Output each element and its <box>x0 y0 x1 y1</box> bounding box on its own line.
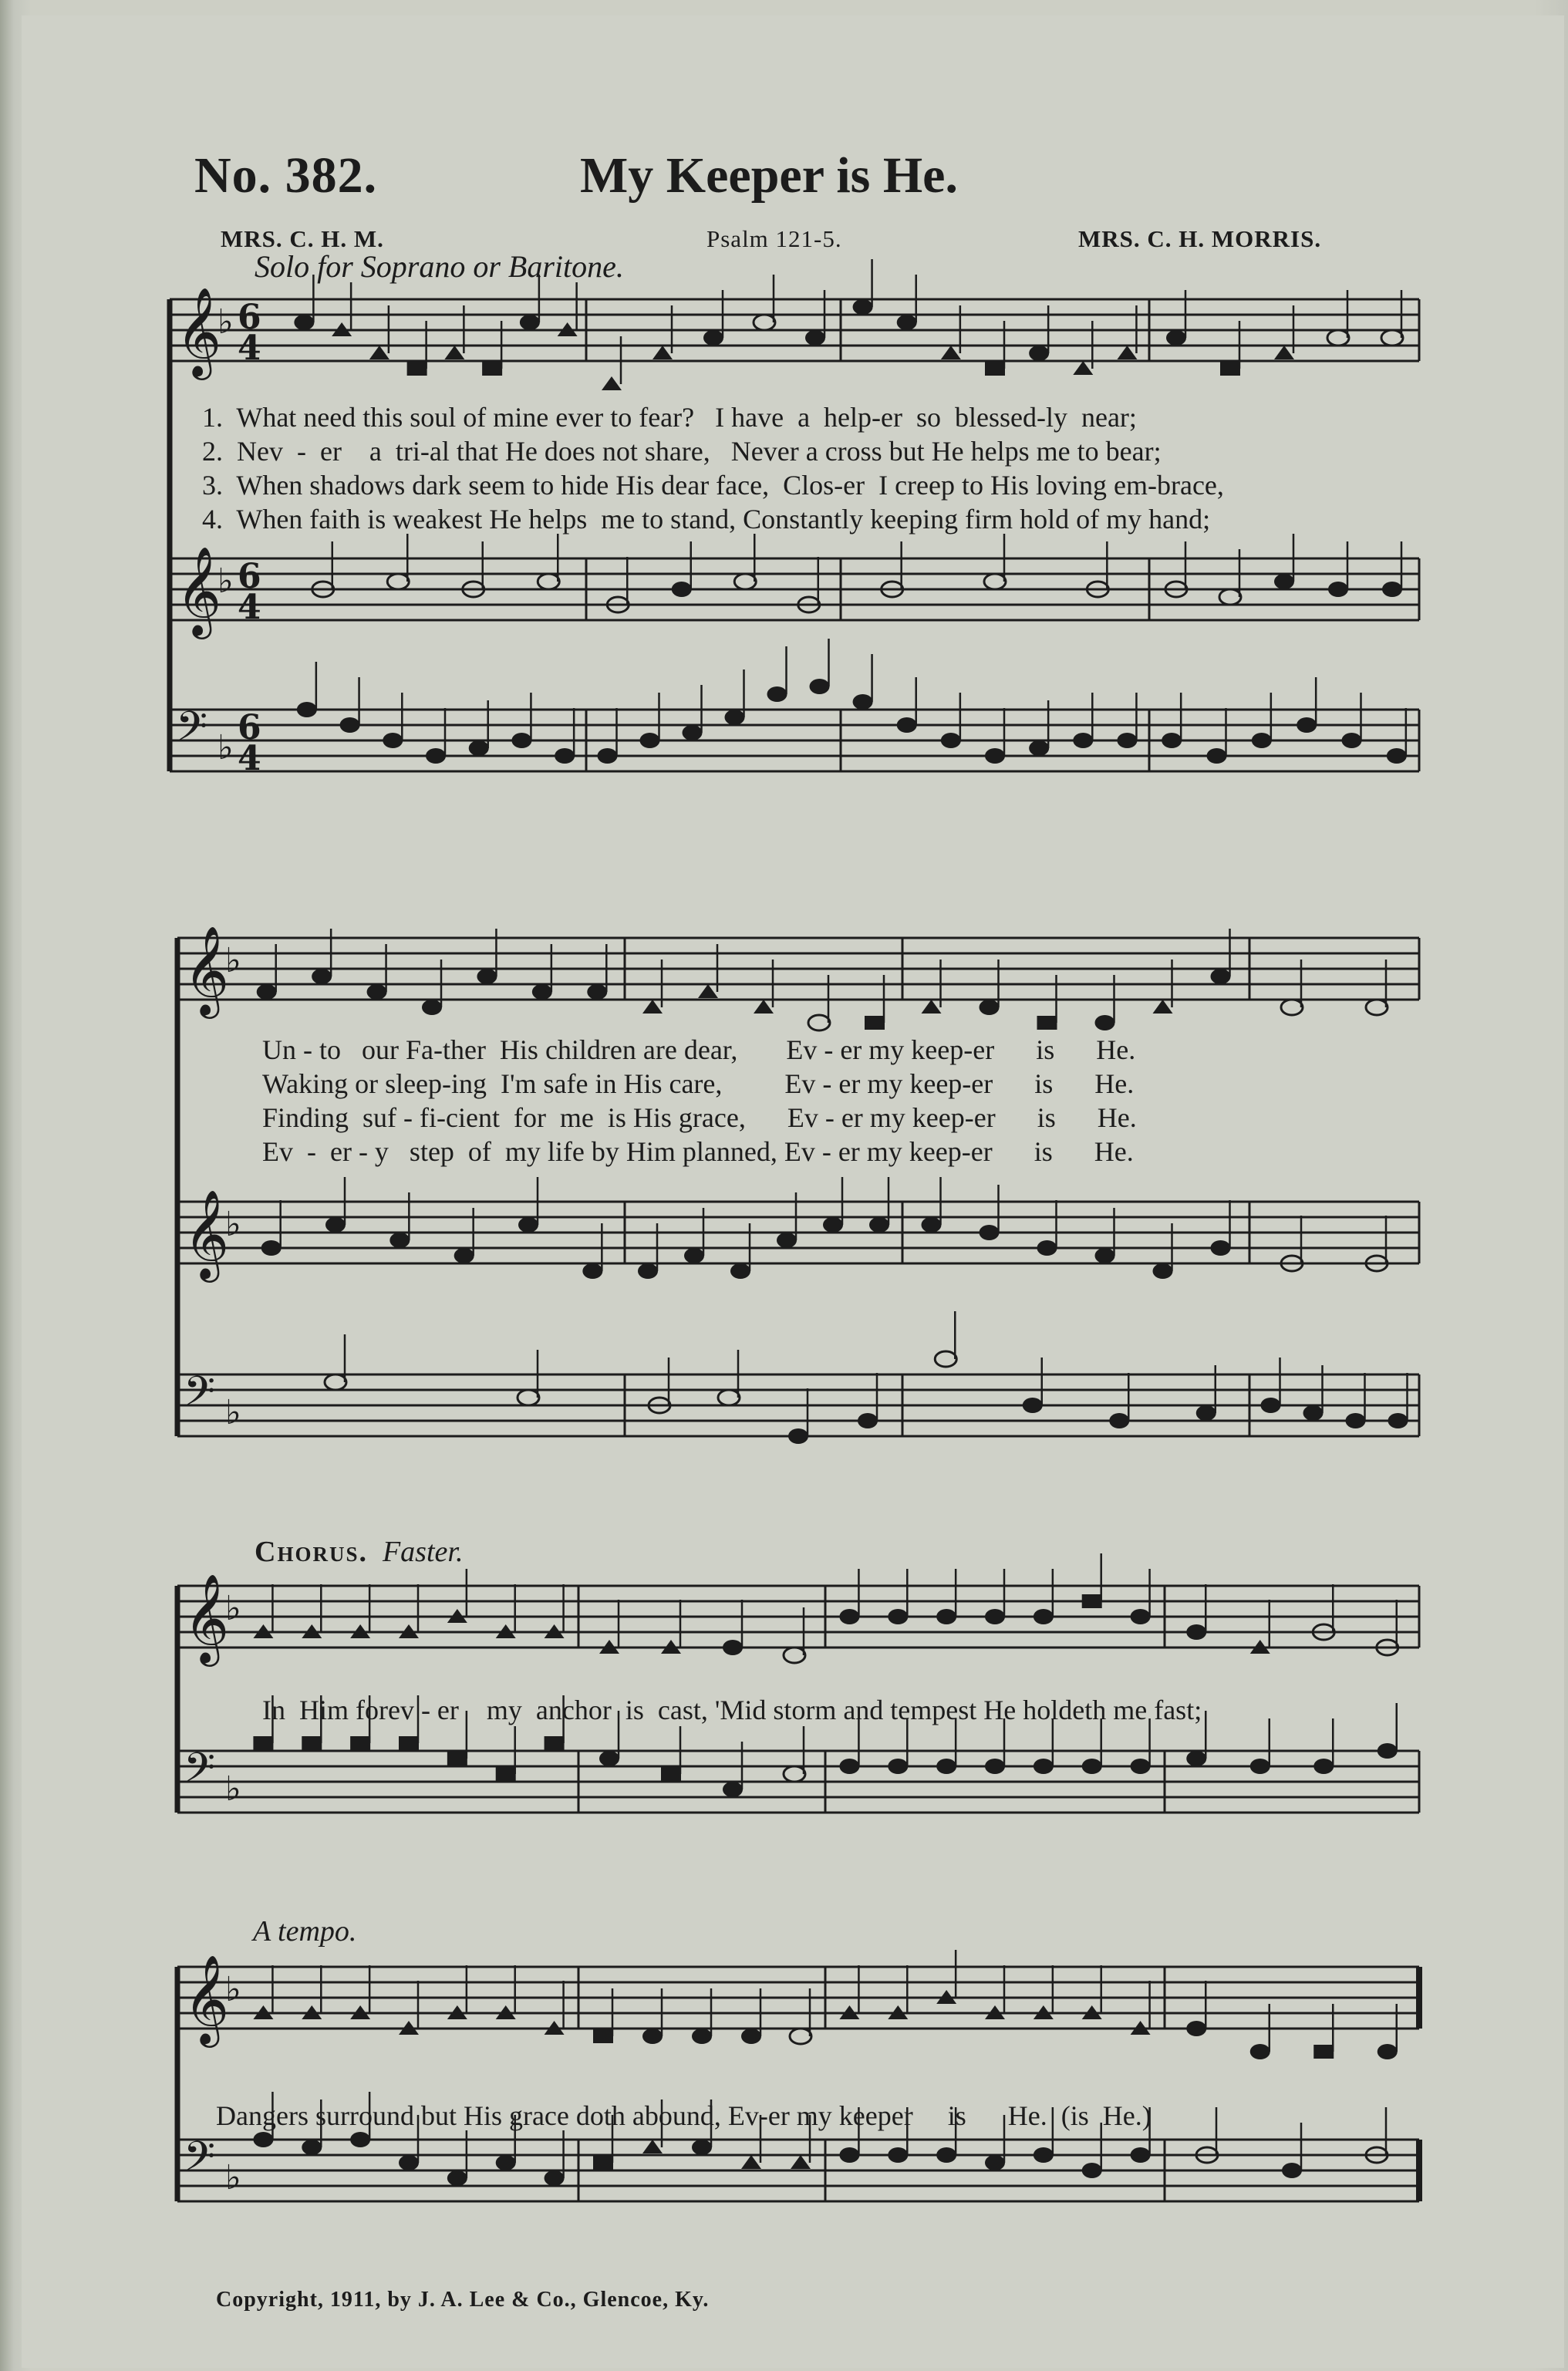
note-head <box>1250 2044 1270 2059</box>
note-head <box>767 686 787 702</box>
note-head <box>545 1736 565 1750</box>
note-head <box>383 733 403 748</box>
note-head <box>369 346 389 359</box>
note-head <box>302 2140 322 2155</box>
note-head <box>777 1233 797 1248</box>
note-head <box>888 1759 908 1774</box>
note-head <box>1219 589 1241 605</box>
hymn-number: No. 382. <box>194 147 378 204</box>
note-head <box>1328 582 1348 597</box>
note-head <box>692 2140 712 2155</box>
time-signature: 4 <box>238 329 261 368</box>
note-head <box>1282 2163 1302 2178</box>
note-head <box>1131 1609 1151 1624</box>
note-head <box>1274 574 1294 589</box>
refrain-line-4: Ev - er - y step of my life by Him planned, Ev - er my keep-er is He. <box>262 1136 1134 1167</box>
note-head <box>1109 1413 1129 1428</box>
note-head <box>325 1374 346 1390</box>
bass-clef: 𝄢 <box>184 2133 216 2191</box>
note-head <box>839 1609 859 1624</box>
flat-key-signature: ♭ <box>225 1769 241 1809</box>
final-lyric: Dangers surround but His grace doth abound, Ev-er my keeper is He. (is He.) <box>216 2100 1152 2131</box>
note-head <box>454 1248 474 1263</box>
note-head <box>1387 748 1407 764</box>
note-head <box>1153 1263 1173 1279</box>
note-head <box>447 1752 467 1766</box>
note-head <box>839 2147 859 2163</box>
note-head <box>853 299 873 315</box>
note-head <box>652 346 673 359</box>
note-head <box>784 1648 805 1663</box>
flat-key-signature: ♭ <box>225 1393 241 1432</box>
note-head <box>518 1390 539 1405</box>
note-head <box>1117 346 1137 359</box>
a-tempo-marking: A tempo. <box>253 1915 357 1948</box>
note-head <box>1037 1240 1057 1256</box>
final-treble-staff <box>177 1950 1419 2059</box>
treble-clef: 𝄞 <box>176 545 222 636</box>
note-head <box>1327 330 1349 346</box>
note-head <box>985 362 1005 376</box>
note-head <box>399 1736 419 1750</box>
note-head <box>922 1000 942 1013</box>
note-head <box>941 346 961 359</box>
note-head <box>350 1736 370 1750</box>
note-head <box>897 717 917 733</box>
note-head <box>725 710 745 725</box>
note-head <box>985 1609 1005 1624</box>
note-head <box>482 362 502 376</box>
treble-clef: 𝄞 <box>184 1954 230 2044</box>
note-head <box>985 1759 1005 1774</box>
music-system-2 <box>177 916 1435 1503</box>
note-head <box>294 315 314 330</box>
note-head <box>723 1640 743 1655</box>
note-head <box>703 330 723 346</box>
note-head <box>642 2029 663 2044</box>
note-head <box>1082 1759 1102 1774</box>
flat-key-signature: ♭ <box>217 302 234 342</box>
chorus-label: Chorus. <box>255 1536 368 1568</box>
note-head <box>1023 1398 1043 1413</box>
note-head <box>853 694 873 710</box>
note-head <box>985 748 1005 764</box>
flat-key-signature: ♭ <box>225 1589 241 1628</box>
note-head <box>734 574 756 589</box>
note-head <box>444 346 464 359</box>
note-head <box>865 1016 885 1030</box>
flat-key-signature: ♭ <box>217 728 234 767</box>
chorus-lyric: In Him forev - er my anchor is cast, 'Mid storm and tempest He holdeth me fast; <box>262 1695 1202 1725</box>
note-head <box>1029 346 1049 361</box>
treble-clef: 𝄞 <box>176 286 222 376</box>
time-signature: 6 <box>238 708 261 747</box>
note-head <box>1186 2021 1206 2036</box>
note-head <box>1381 330 1403 346</box>
note-head <box>422 1000 442 1015</box>
treble-clef: 𝄞 <box>184 1189 230 1279</box>
note-head <box>340 717 360 733</box>
note-head <box>496 2155 516 2170</box>
note-head <box>297 702 317 717</box>
performance-note: Solo for Soprano or Baritone. <box>255 249 624 284</box>
flat-key-signature: ♭ <box>225 1205 241 1244</box>
note-head <box>640 733 660 748</box>
flat-key-signature: ♭ <box>225 1970 241 2009</box>
note-head <box>1377 2044 1398 2059</box>
note-head <box>399 2155 419 2170</box>
note-head <box>698 984 718 998</box>
note-head <box>642 1000 663 1013</box>
note-head <box>692 2029 712 2044</box>
note-head <box>1034 2147 1054 2163</box>
chorus-tempo: Faster. <box>382 1536 464 1568</box>
refrain-line-3: Finding suf - fi-cient for me is His grace, Ev - er my keep-er is He. <box>262 1102 1137 1133</box>
note-head <box>598 748 618 764</box>
verse-line-1: 1. What need this soul of mine ever to fear? I have a help-er so blessed-ly near; <box>202 402 1137 433</box>
note-head <box>935 1351 956 1367</box>
note-head <box>1073 733 1093 748</box>
note-head <box>587 984 607 1000</box>
final-bass-staff <box>177 1967 1419 2201</box>
note-head <box>1034 1609 1054 1624</box>
note-head <box>469 740 489 756</box>
note-head <box>518 1217 538 1233</box>
note-head <box>808 1015 830 1030</box>
note-head <box>1162 733 1182 748</box>
note-head <box>810 679 830 694</box>
note-head <box>389 1233 410 1248</box>
note-head <box>1207 748 1227 764</box>
note-head <box>1186 1751 1206 1766</box>
note-head <box>888 1609 908 1624</box>
bass-clef: 𝄢 <box>176 703 208 761</box>
note-head <box>1250 1759 1270 1774</box>
scripture-reference: Psalm 121-5. <box>706 225 842 252</box>
note-head <box>1297 717 1317 733</box>
words-by: MRS. C. H. M. <box>221 225 384 252</box>
note-head <box>839 1759 859 1774</box>
note-head <box>936 1759 956 1774</box>
note-head <box>1073 361 1093 375</box>
note-head <box>718 1390 740 1405</box>
note-head <box>1117 733 1137 748</box>
note-head <box>823 1217 843 1233</box>
note-head <box>638 1263 658 1279</box>
flat-key-signature: ♭ <box>225 2158 241 2197</box>
hymn-title: My Keeper is He. <box>580 147 958 204</box>
note-head <box>980 1000 1000 1015</box>
note-head <box>1274 346 1294 359</box>
note-head <box>387 574 409 589</box>
note-head <box>582 1263 602 1279</box>
note-head <box>661 1767 681 1781</box>
note-head <box>730 1263 750 1279</box>
verse-line-3: 3. When shadows dark seem to hide His dear face, Clos-er I creep to His loving em-brace, <box>202 470 1224 501</box>
note-head <box>599 1751 619 1766</box>
note-head <box>980 1225 1000 1240</box>
note-head <box>788 1428 808 1444</box>
note-head <box>1196 1405 1216 1421</box>
verse-line-2: 2. Nev - er a tri-al that He does not share, Never a cross but He helps me to bear; <box>202 436 1162 467</box>
note-head <box>257 984 277 1000</box>
refrain-line-1: Un - to our Fa-ther His children are dear, Ev - er my keep-er is He. <box>262 1034 1136 1065</box>
note-head <box>1366 1000 1388 1015</box>
note-head <box>672 582 692 597</box>
note-head <box>741 2029 761 2044</box>
note-head <box>520 315 540 330</box>
note-head <box>477 969 497 984</box>
note-head <box>1186 1624 1206 1640</box>
note-head <box>684 1248 704 1263</box>
note-head <box>593 2156 613 2170</box>
note-head <box>936 1609 956 1624</box>
note-head <box>545 2170 565 2186</box>
time-signature: 6 <box>238 298 261 337</box>
note-head <box>1166 330 1186 346</box>
note-head <box>1342 733 1362 748</box>
note-head <box>555 748 575 764</box>
note-head <box>1388 1413 1408 1428</box>
refrain-line-2: Waking or sleep-ing I'm safe in His care, Ev - er my keep-er is He. <box>262 1068 1135 1099</box>
note-head <box>790 2029 811 2044</box>
note-head <box>1082 2163 1102 2178</box>
note-head <box>985 2155 1005 2170</box>
note-head <box>253 2132 273 2147</box>
time-signature: 6 <box>238 557 261 596</box>
note-head <box>642 2140 663 2153</box>
note-head <box>350 2132 370 2147</box>
music-by: MRS. C. H. MORRIS. <box>1078 225 1322 252</box>
note-head <box>367 984 387 1000</box>
note-head <box>1377 1743 1398 1759</box>
note-head <box>1261 1398 1281 1413</box>
note-head <box>1082 1594 1102 1608</box>
time-signature: 4 <box>238 588 261 627</box>
note-head <box>407 362 427 376</box>
note-head <box>325 1217 346 1233</box>
note-head <box>1131 2147 1151 2163</box>
time-signature: 4 <box>238 739 261 778</box>
note-head <box>1095 1015 1115 1030</box>
note-head <box>723 1782 743 1797</box>
note-head <box>1034 1759 1054 1774</box>
note-head <box>784 1766 805 1782</box>
bass-staff-2 <box>177 938 1419 1444</box>
note-head <box>741 2155 761 2169</box>
note-head <box>538 574 559 589</box>
note-head <box>1220 362 1240 376</box>
note-head <box>1303 1405 1324 1421</box>
note-head <box>1313 2045 1334 2059</box>
note-head <box>1029 740 1049 756</box>
note-head <box>261 1240 282 1256</box>
note-head <box>302 1736 322 1750</box>
note-head <box>869 1217 889 1233</box>
music-system-1 <box>170 286 1435 815</box>
note-head <box>312 969 332 984</box>
note-head <box>532 984 552 1000</box>
note-head <box>941 733 961 748</box>
note-head <box>1153 1000 1173 1013</box>
treble-clef: 𝄞 <box>184 925 230 1015</box>
treble-staff-1 <box>170 534 1419 639</box>
note-head <box>936 2147 956 2163</box>
note-head <box>511 733 531 748</box>
note-head <box>888 2147 908 2163</box>
note-head <box>447 2170 467 2186</box>
bass-clef: 𝄢 <box>184 1368 216 1425</box>
chorus-marking <box>255 1535 463 1569</box>
treble-clef: 𝄞 <box>184 1573 230 1663</box>
note-head <box>1382 582 1402 597</box>
copyright-notice: Copyright, 1911, by J. A. Lee & Co., Glencoe, Ky. <box>216 2288 710 2312</box>
verse-line-4: 4. When faith is weakest He helps me to stand, Constantly keeping firm hold of my hand; <box>202 504 1211 535</box>
note-head <box>922 1217 942 1233</box>
note-head <box>1346 1413 1366 1428</box>
note-head <box>1281 1000 1303 1015</box>
note-head <box>805 330 825 346</box>
note-head <box>496 1767 516 1781</box>
note-head <box>602 376 622 390</box>
note-head <box>253 1736 273 1750</box>
note-head <box>683 725 703 740</box>
note-head <box>1095 1248 1115 1263</box>
note-head <box>1211 969 1231 984</box>
note-head <box>984 574 1006 589</box>
note-head <box>858 1413 878 1428</box>
note-head <box>897 315 917 330</box>
flat-key-signature: ♭ <box>217 562 234 601</box>
note-head <box>1131 1759 1151 1774</box>
bass-clef: 𝄢 <box>184 1745 216 1802</box>
note-head <box>1037 1016 1057 1030</box>
flat-key-signature: ♭ <box>225 941 241 980</box>
note-head <box>791 2155 811 2169</box>
melody-staff-2 <box>177 925 1419 1030</box>
note-head <box>593 2029 613 2043</box>
note-head <box>1252 733 1272 748</box>
note-head <box>1313 1759 1334 1774</box>
note-head <box>754 1000 774 1013</box>
treble-staff-2 <box>177 1177 1419 1283</box>
note-head <box>754 315 775 330</box>
note-head <box>426 748 446 764</box>
note-head <box>1211 1240 1231 1256</box>
